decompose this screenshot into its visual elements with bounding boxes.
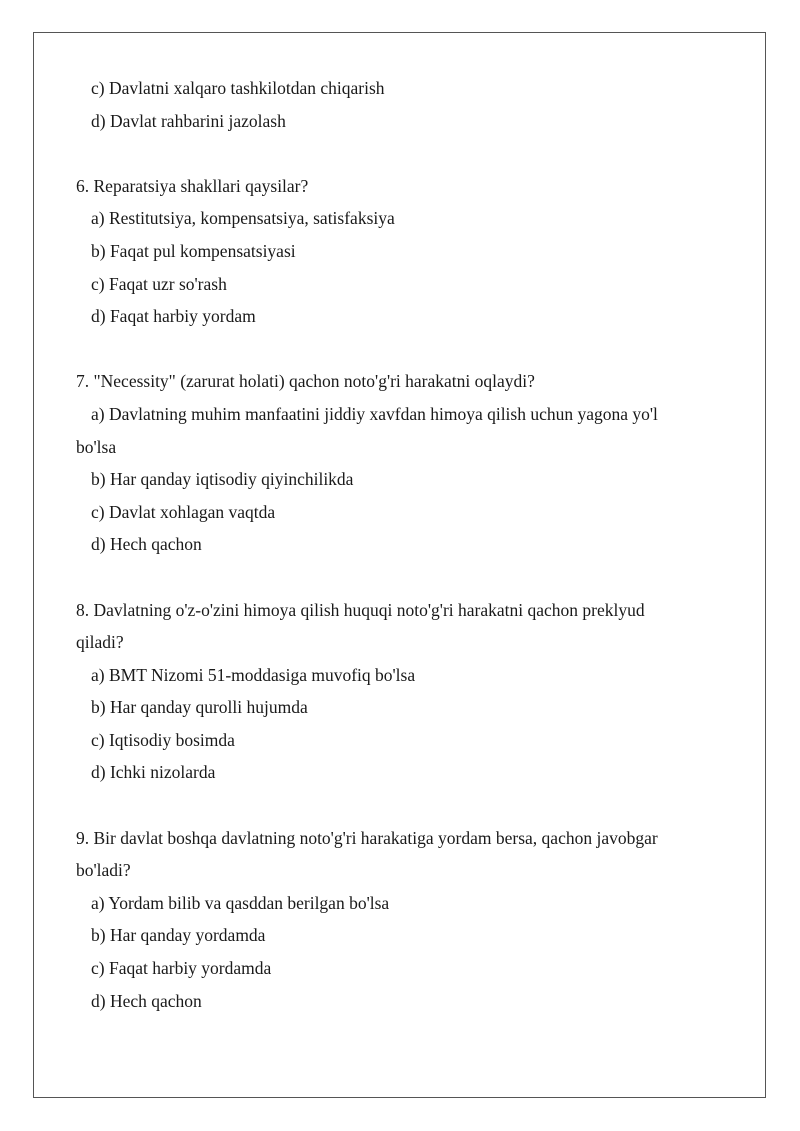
question-9-text: 9. Bir davlat boshqa davlatning noto'g'ri harakatiga yordam bersa, qachon javobgar — [76, 827, 658, 848]
option-8b: b) Har qanday qurolli hujumda — [91, 697, 308, 718]
option-7a-continuation: bo'lsa — [76, 436, 117, 457]
option-8c: c) Iqtisodiy bosimda — [91, 729, 235, 750]
question-9-text-continuation: bo'ladi? — [76, 860, 131, 881]
option-7a: a) Davlatning muhim manfaatini jiddiy xavfdan himoya qilish uchun yagona yo'l — [91, 403, 658, 424]
option-6d: d) Faqat harbiy yordam — [91, 306, 256, 327]
question-6 — [76, 170, 726, 333]
question-7 — [76, 365, 726, 561]
option-5d: d) Davlat rahbarini jazolash — [91, 110, 286, 131]
carryover-options — [76, 72, 726, 137]
question-8-text: 8. Davlatning o'z-o'zini himoya qilish huquqi noto'g'ri harakatni qachon preklyud — [76, 599, 645, 620]
option-7d: d) Hech qachon — [91, 534, 202, 555]
option-6a: a) Restitutsiya, kompensatsiya, satisfaksiya — [91, 208, 395, 229]
option-6b: b) Faqat pul kompensatsiyasi — [91, 240, 296, 261]
question-6-text: 6. Reparatsiya shakllari qaysilar? — [76, 175, 309, 196]
question-9 — [76, 822, 726, 1018]
question-8 — [76, 594, 726, 790]
option-7c: c) Davlat xohlagan vaqtda — [91, 501, 276, 522]
option-7b: b) Har qanday iqtisodiy qiyinchilikda — [91, 469, 354, 490]
option-5c: c) Davlatni xalqaro tashkilotdan chiqarish — [91, 78, 385, 98]
document-content — [76, 72, 726, 1017]
option-9c: c) Faqat harbiy yordamda — [91, 958, 272, 979]
question-8-text-continuation: qiladi? — [76, 632, 124, 653]
option-6c: c) Faqat uzr so'rash — [91, 273, 227, 294]
question-7-text: 7. "Necessity" (zarurat holati) qachon noto'g'ri harakatni oqlaydi? — [76, 371, 535, 392]
option-8a: a) BMT Nizomi 51-moddasiga muvofiq bo'lsa — [91, 664, 416, 685]
option-9a: a) Yordam bilib va qasddan berilgan bo'lsa — [91, 892, 390, 913]
option-8d: d) Ichki nizolarda — [91, 762, 216, 783]
option-9d: d) Hech qachon — [91, 990, 202, 1011]
option-9b: b) Har qanday yordamda — [91, 925, 266, 946]
